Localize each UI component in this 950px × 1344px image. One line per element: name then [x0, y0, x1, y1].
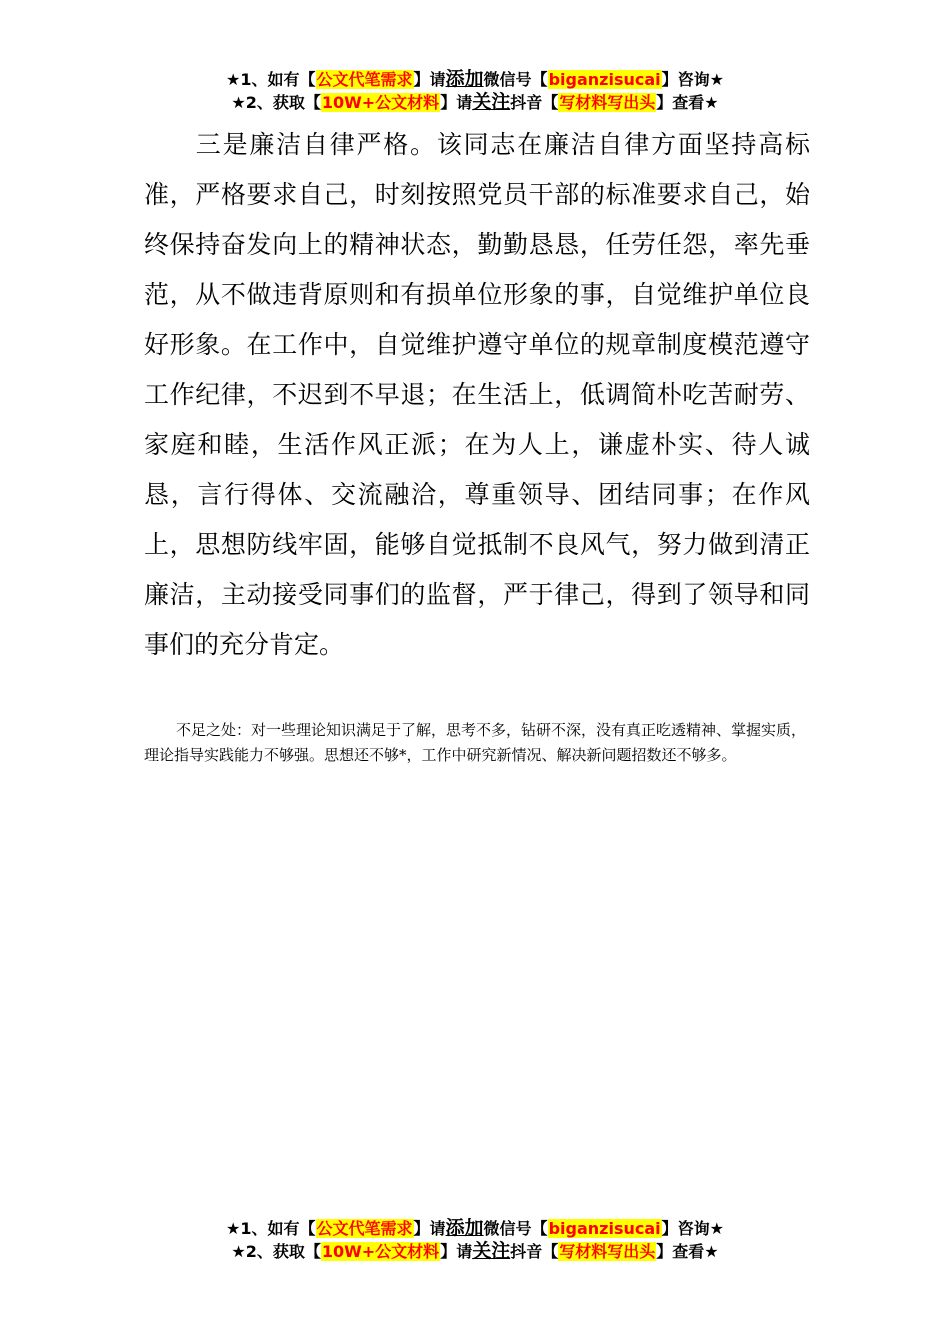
banner-line-1: [0, 68, 950, 91]
body-paragraph-text: 三是廉洁自律严格。该同志在廉洁自律方面坚持高标准，严格要求自己，时刻按照党员干部的标准要求自己，始终保持奋发向上的精神状态，勤勤恳恳，任劳任怨，率先垂范，从不做违背原则和有损单位形象的事，自觉维护单位良好形象。在工作中，自觉维护遵守单位的规章制度模范遵守工作纪律，不迟到不早退；在生活上，低调简朴吃苦耐劳、家庭和睦，生活作风正派；在为人上，谦虚朴实、待人诚恳，言行得体、交流融洽，尊重领导、团结同事；在作风上，思想防线牢固，能够自觉抵制不良风气，努力做到清正廉洁，主动接受同事们的监督，严于律己，得到了领导和同事们的充分肯定。: [144, 130, 810, 659]
banner-text: 】请: [413, 70, 446, 89]
banner-text: 】请: [413, 1219, 446, 1238]
banner-text: ★2、获取【: [231, 1242, 321, 1261]
banner-text: 】咨询★: [661, 70, 724, 89]
note-paragraph-text: 不足之处：对一些理论知识满足于了解，思考不多，钻研不深，没有真正吃透精神、掌握实质，理论指导实践能力不够强。思想还不够*，工作中研究新情况、解决新问题招数还不够多。: [144, 721, 807, 764]
emphasis-text: 添加: [445, 68, 484, 90]
highlight-wechat-id: biganzisucai: [548, 1219, 661, 1238]
banner-text: 抖音【: [510, 93, 559, 112]
banner-text: 】查看★: [656, 93, 719, 112]
banner-line-2: [0, 1240, 950, 1263]
highlight-materials: 10W+公文材料: [321, 93, 440, 112]
banner-text: 微信号【: [483, 70, 548, 89]
banner-text: 抖音【: [510, 1242, 559, 1261]
emphasis-text: 关注: [472, 1240, 511, 1262]
banner-line-2: [0, 91, 950, 114]
emphasis-text: 关注: [472, 91, 511, 113]
highlight-wechat-id: biganzisucai: [548, 70, 661, 89]
header-banner: [0, 68, 950, 114]
banner-text: 】请: [440, 93, 473, 112]
note-paragraph: [144, 718, 810, 768]
banner-text: 】咨询★: [661, 1219, 724, 1238]
banner-text: 】请: [440, 1242, 473, 1261]
body-paragraph: [144, 120, 810, 670]
banner-line-1: [0, 1217, 950, 1240]
highlight-douyin-id: 写材料写出头: [559, 93, 656, 112]
banner-text: 微信号【: [483, 1219, 548, 1238]
banner-text: 】查看★: [656, 1242, 719, 1261]
banner-text: ★2、获取【: [231, 93, 321, 112]
highlight-materials: 10W+公文材料: [321, 1242, 440, 1261]
banner-text: ★1、如有【: [226, 1219, 316, 1238]
highlight-service: 公文代笔需求: [316, 70, 413, 89]
emphasis-text: 添加: [445, 1217, 484, 1239]
banner-text: ★1、如有【: [226, 70, 316, 89]
highlight-service: 公文代笔需求: [316, 1219, 413, 1238]
footer-banner: [0, 1217, 950, 1263]
highlight-douyin-id: 写材料写出头: [559, 1242, 656, 1261]
